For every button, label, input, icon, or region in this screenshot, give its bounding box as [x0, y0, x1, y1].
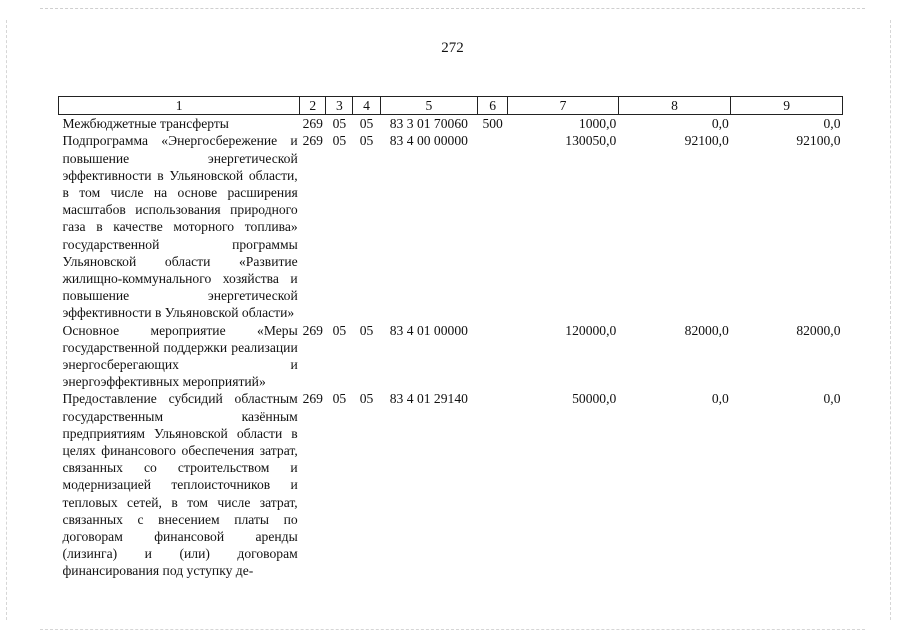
row-target-article: 83 4 00 00000: [389, 133, 468, 149]
page-number: 272: [441, 40, 464, 56]
table-row: [59, 322, 843, 391]
row-subsection: 05: [359, 133, 374, 149]
header-col-2: 2: [300, 97, 326, 115]
header-col-9: 9: [731, 97, 843, 115]
row-amount-3: 0,0: [823, 116, 841, 132]
row-expense-type: [478, 390, 508, 579]
row-expense-type: [478, 132, 508, 321]
row-amount-3: 82000,0: [796, 322, 841, 338]
row-amount-2: 0,0: [711, 391, 729, 407]
row-expense-type: 500: [482, 116, 503, 132]
header-col-7: 7: [508, 97, 619, 115]
row-target-article: 83 3 01 70060: [389, 116, 468, 132]
row-expense-type: [478, 322, 508, 391]
row-subsection: 05: [359, 391, 374, 407]
row-subsection: 05: [359, 322, 374, 338]
row-section: 05: [332, 116, 347, 132]
row-name: Основное мероприятие «Меры государственной поддержки реализации энергосберегающих и энергоэффективных мероприятий»: [62, 322, 298, 390]
row-name: Межбюджетные трансферты: [62, 116, 229, 132]
row-target-article: 83 4 01 29140: [389, 391, 468, 407]
row-name: Предоставление субсидий областным государственным казённым предприятиям Ульяновской области в целях финансового обеспечения затрат, связанных со строительством и модернизацией теплоисточников и тепловых сетей, в том числе затрат, связанных с внесением платы по договорам финансовой аренды (лизинга) и (или) договорам финансирования под уступку де-: [62, 391, 298, 579]
row-amount-3: 92100,0: [796, 133, 841, 149]
scan-edge-bottom: [40, 629, 865, 630]
row-section: 05: [332, 391, 347, 407]
row-target-article: 83 4 01 00000: [389, 322, 468, 338]
row-amount-2: 92100,0: [684, 133, 729, 149]
row-amount-1: 130050,0: [565, 133, 617, 149]
header-col-8: 8: [618, 97, 731, 115]
scan-edge-top: [40, 8, 865, 9]
table-row: [59, 115, 843, 133]
row-section: 05: [332, 133, 347, 149]
table-header-row: [59, 97, 843, 115]
row-amount-3: 0,0: [823, 391, 841, 407]
row-name: Подпрограмма «Энергосбережение и повышение энергетической эффективности в Ульяновской области, в том числе на основе расширения масштабов использования природного газа в качестве моторного топлива» государственной программы Ульяновской области «Развитие жилищно-коммунального хозяйства и повышение энергетической эффективности в Ульяновской области»: [62, 133, 298, 321]
header-col-6: 6: [478, 97, 508, 115]
header-col-1: 1: [59, 97, 300, 115]
row-admin-code: 269: [302, 133, 323, 149]
scan-edge-right: [890, 20, 891, 620]
row-admin-code: 269: [302, 391, 323, 407]
row-amount-1: 50000,0: [572, 391, 617, 407]
header-col-3: 3: [326, 97, 353, 115]
row-admin-code: 269: [302, 322, 323, 338]
table-row: [59, 390, 843, 579]
row-amount-2: 0,0: [711, 116, 729, 132]
row-amount-1: 120000,0: [565, 322, 617, 338]
header-col-4: 4: [353, 97, 380, 115]
table-row: [59, 132, 843, 321]
row-admin-code: 269: [302, 116, 323, 132]
row-amount-1: 1000,0: [578, 116, 617, 132]
budget-table: [58, 96, 843, 580]
row-amount-2: 82000,0: [684, 322, 729, 338]
row-section: 05: [332, 322, 347, 338]
header-col-5: 5: [380, 97, 477, 115]
row-subsection: 05: [359, 116, 374, 132]
scan-edge-left: [6, 20, 7, 620]
